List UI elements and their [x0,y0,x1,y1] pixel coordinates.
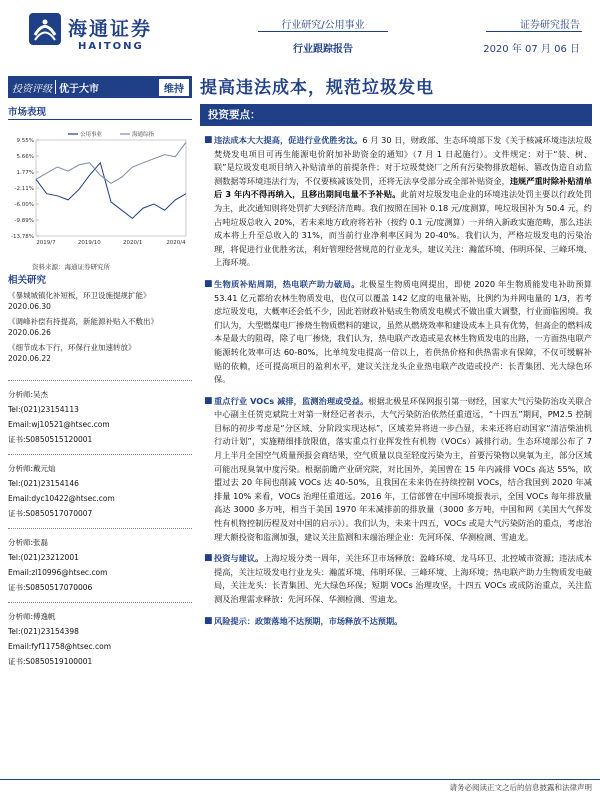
highlight-lead: 重点行业 VOCs 减排，监测治理或受益。 [214,395,369,406]
x-tick-label: 2020/1 [122,240,143,246]
y-tick-label: 5.66% [16,154,34,160]
x-tick-label: 2020/4 [166,240,186,246]
highlight-section [200,395,592,545]
haitong-logo-icon [28,12,62,46]
related-item-title: 《调峰补偿有持提高，新能源补贴入不敷出》 [8,317,158,326]
header-category: 行业研究/公用事业 [281,20,365,31]
analyst-name: 分析师:吴杰 [8,390,49,399]
bullet-icon: ■ [204,615,213,626]
highlights-title: 投资要点： [208,109,261,121]
analyst-list [8,380,192,676]
header-report-label: 证券研究报告 [520,20,580,31]
market-chart-svg [8,126,192,266]
related-item-date: 2020.06.22 [8,354,51,363]
analyst-card [8,380,192,454]
highlight-paragraph [214,278,592,387]
highlight-lead: 违法成本大大提高，促进行业优胜劣汰。 [214,135,363,145]
highlight-strong: 违规严重时除补贴清单后 3 年内不得再纳入，且移出期间电量不予补贴。 [214,175,592,200]
investment-rating-bar [8,76,192,98]
main-content [200,104,592,784]
highlight-body: 6 月 30 日，财政部、生态环境部下发《关于核减环境违法垃圾焚烧发电项目可再生能源电价附加补助资金的通知》（7 月 1 日起施行）。文件规定：对于“装、树、联”是垃圾发电项目纳入补贴清单的前提条件；对于垃圾焚烧厂之所有污染物排放超标、篡改伪造自动监测数据等环境违法行为，不仅要核减该处罚，还将无法享受部分或全部补贴资金， [214,135,592,186]
bullet-icon: ■ [204,278,213,289]
y-tick-label: -2.11% [14,186,34,192]
highlight-body: 上海垃圾分类一周年，关注环卫市场释放：盈峰环境、龙马环卫、北控城市资源；违法成本提高，关注垃圾发电行业龙头：瀚蓝环境、伟明环保、三峰环境、上海环境；热电联产助力生物质发电破局，关注龙头：长青集团、光大绿色环保；短期 VOCs 治理攻坚，十四五 VOCs 或成防治重点，关注监测及治理需求释放：先河环保、华测检测、雪迪龙。 [214,553,592,604]
rating-value: 优于大市 [59,83,99,95]
footer-divider [0,779,600,780]
related-item[interactable] [8,316,192,338]
analyst-name: 分析师:戴元灿 [8,464,56,473]
analyst-cert: 证书:S0850517070007 [8,509,93,518]
footer-disclaimer: 请务必阅读正文之后的信息披露和法律声明 [449,783,592,792]
bullet-icon: ■ [204,395,213,406]
y-tick-label: -9.89% [14,218,34,224]
highlight-section [200,278,592,387]
related-research-title: 相关研究 [8,275,47,286]
highlight-paragraph [214,615,592,629]
header-category-block [258,16,388,55]
y-tick-label: -13.78% [11,234,34,240]
highlight-tail: 此前对垃圾发电企业的环境违法处罚主要以行政处罚为主，此次通知则将处罚扩大到经济范畴。我们按照在国补 0.18 元/度测算，吨垃圾国补为 50.4 元，约占吨垃圾总收入 20%，若未来地方政府将若补（按约 0.1 元/度测算）一并纳入新政实施范畴，那么违法成本将上升至总收入的 31%，而当前行业净利率区间为 20-40%。我们认为，严格垃圾发电的污染治理，将促进行业优胜劣汰，利好管理经营规范的行业龙头，建议关注：瀚蓝环境、伟明环保、三峰环境、上海环境。 [214,189,592,268]
related-item-date: 2020.06.26 [8,328,51,337]
analyst-card [8,528,192,602]
bullet-icon: ■ [204,135,213,145]
highlight-section [200,615,592,629]
highlight-section [200,552,592,606]
analyst-email[interactable]: Email:wj10521@htsec.com [8,420,110,429]
analyst-tel: Tel:(021)23154113 [8,405,79,414]
rating-divider [55,80,56,94]
highlight-paragraph [214,395,592,545]
analyst-card [8,602,192,676]
bullet-icon: ■ [204,553,213,564]
analyst-name: 分析师:傅逸帆 [8,612,56,621]
x-tick-label: 2019/7 [36,240,56,246]
rating-label: 投资评级 [12,83,52,95]
chart-source-note: 资料来源：海通证券研究所 [32,263,110,271]
analyst-card [8,454,192,528]
analyst-cert: 证书:S0850515120001 [8,435,93,444]
highlight-paragraph [214,134,592,270]
market-section-title: 市场表现 [8,104,192,120]
analyst-tel: Tel:(021)23154398 [8,627,79,636]
logo-chinese-text: 海通证券 [68,18,153,40]
highlight-body: 根据北极星环保网报引第一财经，国家大气污染防治攻关联合中心副主任贺克斌院士对第一财经记者表示，大气污染防治依然任重道远，“十四五”期间，PM2.5 控制目标的初步考虑是“分区域、分阶段实现达标”，区域差异将进一步凸显，未来还将启动国家“清洁柴油机行动计划”，实施精细排放限值，落实重点行业挥发性有机物（VOCs）减排行动。生态环境部公布了 7 月上半月全国空气质量预报会商结果，空气质量以良至轻度污染为主，首要污染物以臭氧为主，部分区域可能出现臭氧中度污染。根据前瞻产业研究院，对比国外，美国曾在 15 年内减排 VOCs 高达 55%，欧盟过去 20 年间也削减 VOCs 达 40-50%，且我国在未来仍在持续控制 VOCs，结合我国到 2020 年减排量 10% 来看，VOCs 治理任重道远。2016 年，工信部曾在中国环境报表示，全国 VOCs 每年排放量高达 3000 多万吨，相当于美国 1970 年未减排前的排放量（3000 多万吨，中国和网《美国大气挥发性有机物控制历程及对中国的启示》）。我们认为，未来十四五，VOCs 或是大气污染防治的重点，考虑治理大额投资和监测加强，建议关注监测和末端治理企业：先河环保、华测检测、雪迪龙。 [214,395,592,542]
legend-label: 海通综指 [132,132,155,138]
report-title: 提高违法成本，规范垃圾发电 [200,78,434,98]
related-item-title: 《细节成本下行，环保行业加速转放》 [8,343,136,352]
series-line-index [36,142,186,183]
highlight-body: 北极星生物质电网提出，即使 2020 年生物质能发电补助预算 53.41 亿元都给农林生物质发电，也仅可以覆盖 142 亿度的电量补贴，比例约为并网电量的 1/3，若考虑垃圾发电，大概率还会低不少，因此若财政补贴或生物质发电模式不做出重大调整，行业面临困境。我们认为，大型燃煤电厂掺烧生物质燃料的建议，虽然从燃烧效率和建设成本上具有优势，但高企的燃料成本是最大的阻碍，除了电厂掺烧，我们认为，热电联产改造或是农林生物质发电的出路，一方面热电联产能源转化效率可达 60-80%，比单纯发电提高一倍以上，若供热价格和供热需求有保障，不仅可缓解补贴的依赖，还可提高项目的盈利水平，建议关注龙头企业热电联产改造或投产：长青集团、光大绿色环保。 [214,278,592,385]
market-performance-chart [8,126,192,266]
related-research-list [8,290,192,364]
analyst-email[interactable]: Email:dyc10422@htsec.com [8,494,115,503]
x-tick-label: 2019/10 [77,240,101,246]
logo-english-text: HAITONG [78,41,144,52]
analyst-cert: 证书:S0850517070006 [8,583,93,592]
header-report-type: 行业跟踪报告 [293,44,353,55]
header-date: 2020 年 07 月 06 日 [483,44,580,55]
highlight-lead: 生物质补贴周期，热电联产助力破局。 [214,278,360,289]
related-item-date: 2020.06.30 [8,302,51,311]
analyst-email[interactable]: Email:fyf11758@htsec.com [8,642,112,651]
haitong-logo [28,12,188,58]
chart-plot-frame [36,140,186,236]
rating-action: 维持 [159,79,189,96]
highlight-section [200,134,592,270]
related-item[interactable] [8,290,192,312]
highlight-lead: 投资与建议。 [214,553,264,564]
header-divider-right [486,31,582,32]
y-tick-label: 1.77% [16,170,34,176]
analyst-name: 分析师:张磊 [8,538,49,547]
related-item-title: 《暴城城镇化补短板，环卫设施提规扩能》 [8,291,151,300]
analyst-tel: Tel:(021)23212001 [8,553,79,562]
header-divider [258,31,388,32]
analyst-cert: 证书:S0850519100001 [8,657,93,666]
related-item[interactable] [8,342,192,364]
risk-warning: 风险提示：政策落地不达预期，市场释放不达预期。 [214,615,403,626]
highlight-paragraph [214,552,592,606]
series-line-utilities [36,163,186,219]
header-right-block [480,16,580,55]
y-tick-label: -6.00% [14,202,34,208]
highlights-header [200,104,592,126]
report-header [0,0,600,68]
analyst-tel: Tel:(021)23154146 [8,479,79,488]
analyst-email[interactable]: Email:zl10996@htsec.com [8,568,108,577]
y-tick-label: 9.55% [16,138,34,144]
legend-label: 公用事业 [80,132,103,138]
sidebar [8,104,192,666]
related-research [8,272,192,368]
